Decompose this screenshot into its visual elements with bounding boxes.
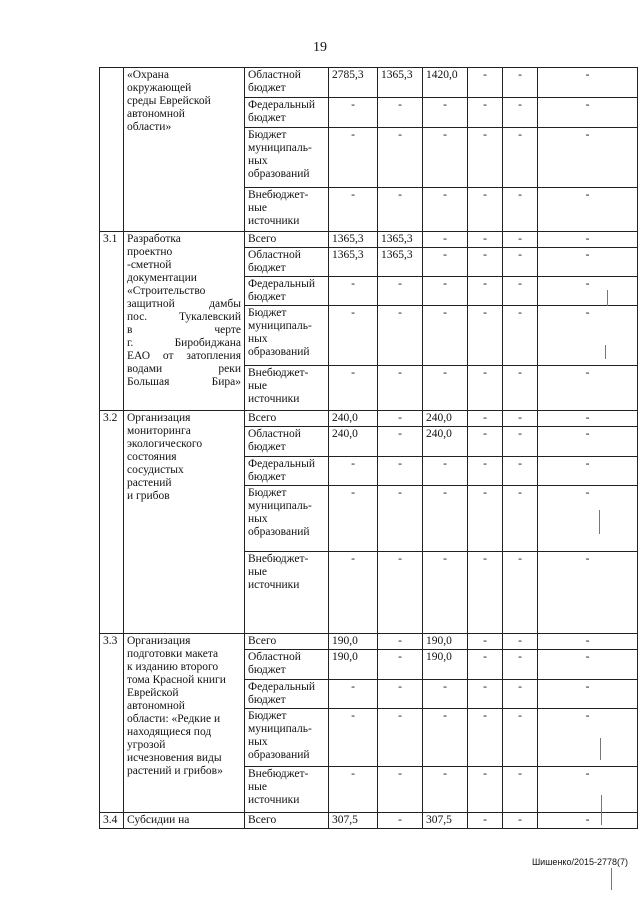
- amount-year-1: -: [378, 650, 423, 680]
- amount-total: 240,0: [329, 411, 378, 427]
- amount-total: 1365,3: [329, 232, 378, 248]
- amount-year-4: -: [503, 767, 538, 813]
- amount-year-2: -: [423, 128, 468, 188]
- amount-year-2: 1420,0: [423, 68, 468, 98]
- item-name: «Охрана окружающей среды Еврейской автономной области»: [124, 68, 245, 232]
- item-number: 3.3: [100, 634, 124, 813]
- amount-total: -: [329, 486, 378, 552]
- document-code: Шишенко/2015-2778(7): [531, 857, 628, 867]
- item-number: [100, 68, 124, 232]
- amount-year-1: -: [378, 680, 423, 709]
- amount-year-1: -: [378, 813, 423, 829]
- amount-year-5: -: [538, 709, 638, 767]
- amount-total: 240,0: [329, 427, 378, 457]
- funding-source: Областной бюджет: [245, 427, 329, 457]
- amount-total: -: [329, 552, 378, 634]
- amount-year-5: -: [538, 411, 638, 427]
- amount-year-4: -: [503, 486, 538, 552]
- amount-year-3: -: [468, 277, 503, 306]
- funding-source: Областной бюджет: [245, 248, 329, 277]
- amount-year-3: -: [468, 68, 503, 98]
- funding-source: Всего: [245, 634, 329, 650]
- item-number: 3.4: [100, 813, 124, 829]
- table-row: [100, 813, 638, 829]
- amount-year-4: -: [503, 709, 538, 767]
- amount-year-3: -: [468, 98, 503, 128]
- amount-year-1: -: [378, 634, 423, 650]
- amount-year-3: -: [468, 188, 503, 232]
- amount-year-3: -: [468, 427, 503, 457]
- amount-total: 1365,3: [329, 248, 378, 277]
- amount-total: -: [329, 680, 378, 709]
- amount-year-1: -: [378, 277, 423, 306]
- amount-year-2: 190,0: [423, 650, 468, 680]
- budget-table: [99, 67, 638, 829]
- funding-source: Всего: [245, 411, 329, 427]
- amount-year-5: -: [538, 68, 638, 98]
- funding-source: Бюджет муниципаль- ных образований: [245, 709, 329, 767]
- amount-year-1: -: [378, 427, 423, 457]
- amount-year-5: -: [538, 427, 638, 457]
- amount-year-1: -: [378, 486, 423, 552]
- amount-year-5: -: [538, 366, 638, 411]
- amount-year-2: 240,0: [423, 427, 468, 457]
- amount-year-5: -: [538, 188, 638, 232]
- amount-year-2: -: [423, 709, 468, 767]
- amount-total: -: [329, 457, 378, 486]
- amount-year-1: 1365,3: [378, 232, 423, 248]
- amount-year-4: -: [503, 68, 538, 98]
- amount-year-5: -: [538, 306, 638, 366]
- funding-source: Внебюджет- ные источники: [245, 552, 329, 634]
- funding-source: Бюджет муниципаль- ных образований: [245, 486, 329, 552]
- amount-year-1: -: [378, 411, 423, 427]
- amount-year-2: -: [423, 98, 468, 128]
- funding-source: Внебюджет- ные источники: [245, 188, 329, 232]
- table-row: [100, 232, 638, 248]
- item-number: 3.2: [100, 411, 124, 634]
- amount-year-5: -: [538, 634, 638, 650]
- funding-source: Областной бюджет: [245, 68, 329, 98]
- amount-year-5: -: [538, 248, 638, 277]
- amount-year-1: -: [378, 457, 423, 486]
- table-row: [100, 411, 638, 427]
- amount-year-1: -: [378, 709, 423, 767]
- amount-year-2: -: [423, 486, 468, 552]
- amount-total: -: [329, 128, 378, 188]
- amount-year-5: -: [538, 552, 638, 634]
- amount-year-4: -: [503, 552, 538, 634]
- amount-year-1: -: [378, 188, 423, 232]
- funding-source: Федеральный бюджет: [245, 457, 329, 486]
- amount-year-2: -: [423, 306, 468, 366]
- funding-source: Федеральный бюджет: [245, 98, 329, 128]
- amount-year-1: -: [378, 767, 423, 813]
- amount-year-4: -: [503, 634, 538, 650]
- amount-year-5: -: [538, 680, 638, 709]
- item-name: Организация подготовки макета к изданию второго тома Красной книги Еврейской автономной области: «Редкие и находящиеся под угрозой исчезновения виды растений и грибов»: [124, 634, 245, 813]
- amount-year-1: -: [378, 366, 423, 411]
- scan-mark: [611, 868, 612, 890]
- item-name: Разработка проектно -сметной документации «Строительство защитной дамбы пос. Тукалевский в черте г. Биробиджана ЕАО от затопления водами реки Большая Бира»: [124, 232, 245, 411]
- amount-total: 307,5: [329, 813, 378, 829]
- amount-year-1: -: [378, 98, 423, 128]
- amount-year-4: -: [503, 306, 538, 366]
- amount-year-1: -: [378, 128, 423, 188]
- amount-year-3: -: [468, 634, 503, 650]
- scan-mark: [599, 510, 600, 534]
- amount-year-3: -: [468, 128, 503, 188]
- amount-year-5: -: [538, 486, 638, 552]
- amount-year-3: -: [468, 813, 503, 829]
- amount-year-1: 1365,3: [378, 68, 423, 98]
- amount-year-5: -: [538, 232, 638, 248]
- amount-year-2: -: [423, 232, 468, 248]
- amount-year-1: 1365,3: [378, 248, 423, 277]
- amount-year-4: -: [503, 427, 538, 457]
- amount-year-2: -: [423, 277, 468, 306]
- amount-year-2: 307,5: [423, 813, 468, 829]
- amount-year-3: -: [468, 248, 503, 277]
- funding-source: Внебюджет- ные источники: [245, 366, 329, 411]
- amount-year-3: -: [468, 650, 503, 680]
- amount-year-5: -: [538, 767, 638, 813]
- item-number: 3.1: [100, 232, 124, 411]
- amount-year-4: -: [503, 457, 538, 486]
- amount-year-3: -: [468, 709, 503, 767]
- amount-year-2: -: [423, 366, 468, 411]
- amount-year-3: -: [468, 486, 503, 552]
- amount-year-3: -: [468, 680, 503, 709]
- amount-year-5: -: [538, 457, 638, 486]
- amount-year-2: -: [423, 248, 468, 277]
- amount-year-3: -: [468, 411, 503, 427]
- amount-year-4: -: [503, 366, 538, 411]
- amount-total: -: [329, 709, 378, 767]
- funding-source: Федеральный бюджет: [245, 277, 329, 306]
- amount-total: -: [329, 306, 378, 366]
- amount-year-4: -: [503, 128, 538, 188]
- amount-total: -: [329, 98, 378, 128]
- amount-year-4: -: [503, 188, 538, 232]
- amount-year-3: -: [468, 306, 503, 366]
- item-name: Субсидии на: [124, 813, 245, 829]
- funding-source: Всего: [245, 813, 329, 829]
- amount-total: 190,0: [329, 650, 378, 680]
- funding-source: Всего: [245, 232, 329, 248]
- amount-year-4: -: [503, 98, 538, 128]
- amount-year-3: -: [468, 366, 503, 411]
- funding-source: Областной бюджет: [245, 650, 329, 680]
- amount-year-2: -: [423, 767, 468, 813]
- scan-mark: [605, 345, 606, 359]
- amount-total: -: [329, 188, 378, 232]
- funding-source: Федеральный бюджет: [245, 680, 329, 709]
- scan-mark: [600, 738, 601, 760]
- amount-year-1: -: [378, 306, 423, 366]
- amount-total: -: [329, 277, 378, 306]
- amount-year-2: -: [423, 552, 468, 634]
- amount-year-3: -: [468, 552, 503, 634]
- page-number: 19: [313, 40, 327, 55]
- amount-year-4: -: [503, 277, 538, 306]
- amount-year-1: -: [378, 552, 423, 634]
- amount-year-5: -: [538, 277, 638, 306]
- amount-year-5: -: [538, 128, 638, 188]
- amount-year-4: -: [503, 680, 538, 709]
- amount-total: -: [329, 767, 378, 813]
- amount-year-4: -: [503, 232, 538, 248]
- amount-year-4: -: [503, 248, 538, 277]
- amount-year-2: -: [423, 457, 468, 486]
- amount-year-3: -: [468, 767, 503, 813]
- amount-year-3: -: [468, 232, 503, 248]
- amount-total: 2785,3: [329, 68, 378, 98]
- amount-year-2: 190,0: [423, 634, 468, 650]
- amount-year-5: -: [538, 98, 638, 128]
- scan-mark: [607, 290, 608, 306]
- table-row: [100, 634, 638, 650]
- funding-source: Бюджет муниципаль- ных образований: [245, 128, 329, 188]
- amount-total: 190,0: [329, 634, 378, 650]
- amount-year-2: 240,0: [423, 411, 468, 427]
- amount-year-2: -: [423, 188, 468, 232]
- amount-year-4: -: [503, 650, 538, 680]
- scan-mark: [601, 795, 602, 825]
- table-row: [100, 68, 638, 98]
- funding-source: Бюджет муниципаль- ных образований: [245, 306, 329, 366]
- amount-year-4: -: [503, 813, 538, 829]
- amount-year-5: -: [538, 650, 638, 680]
- amount-year-2: -: [423, 680, 468, 709]
- amount-year-4: -: [503, 411, 538, 427]
- funding-source: Внебюджет- ные источники: [245, 767, 329, 813]
- amount-year-5: -: [538, 813, 638, 829]
- amount-total: -: [329, 366, 378, 411]
- amount-year-3: -: [468, 457, 503, 486]
- item-name: Организация мониторинга экологического состояния сосудистых растений и грибов: [124, 411, 245, 634]
